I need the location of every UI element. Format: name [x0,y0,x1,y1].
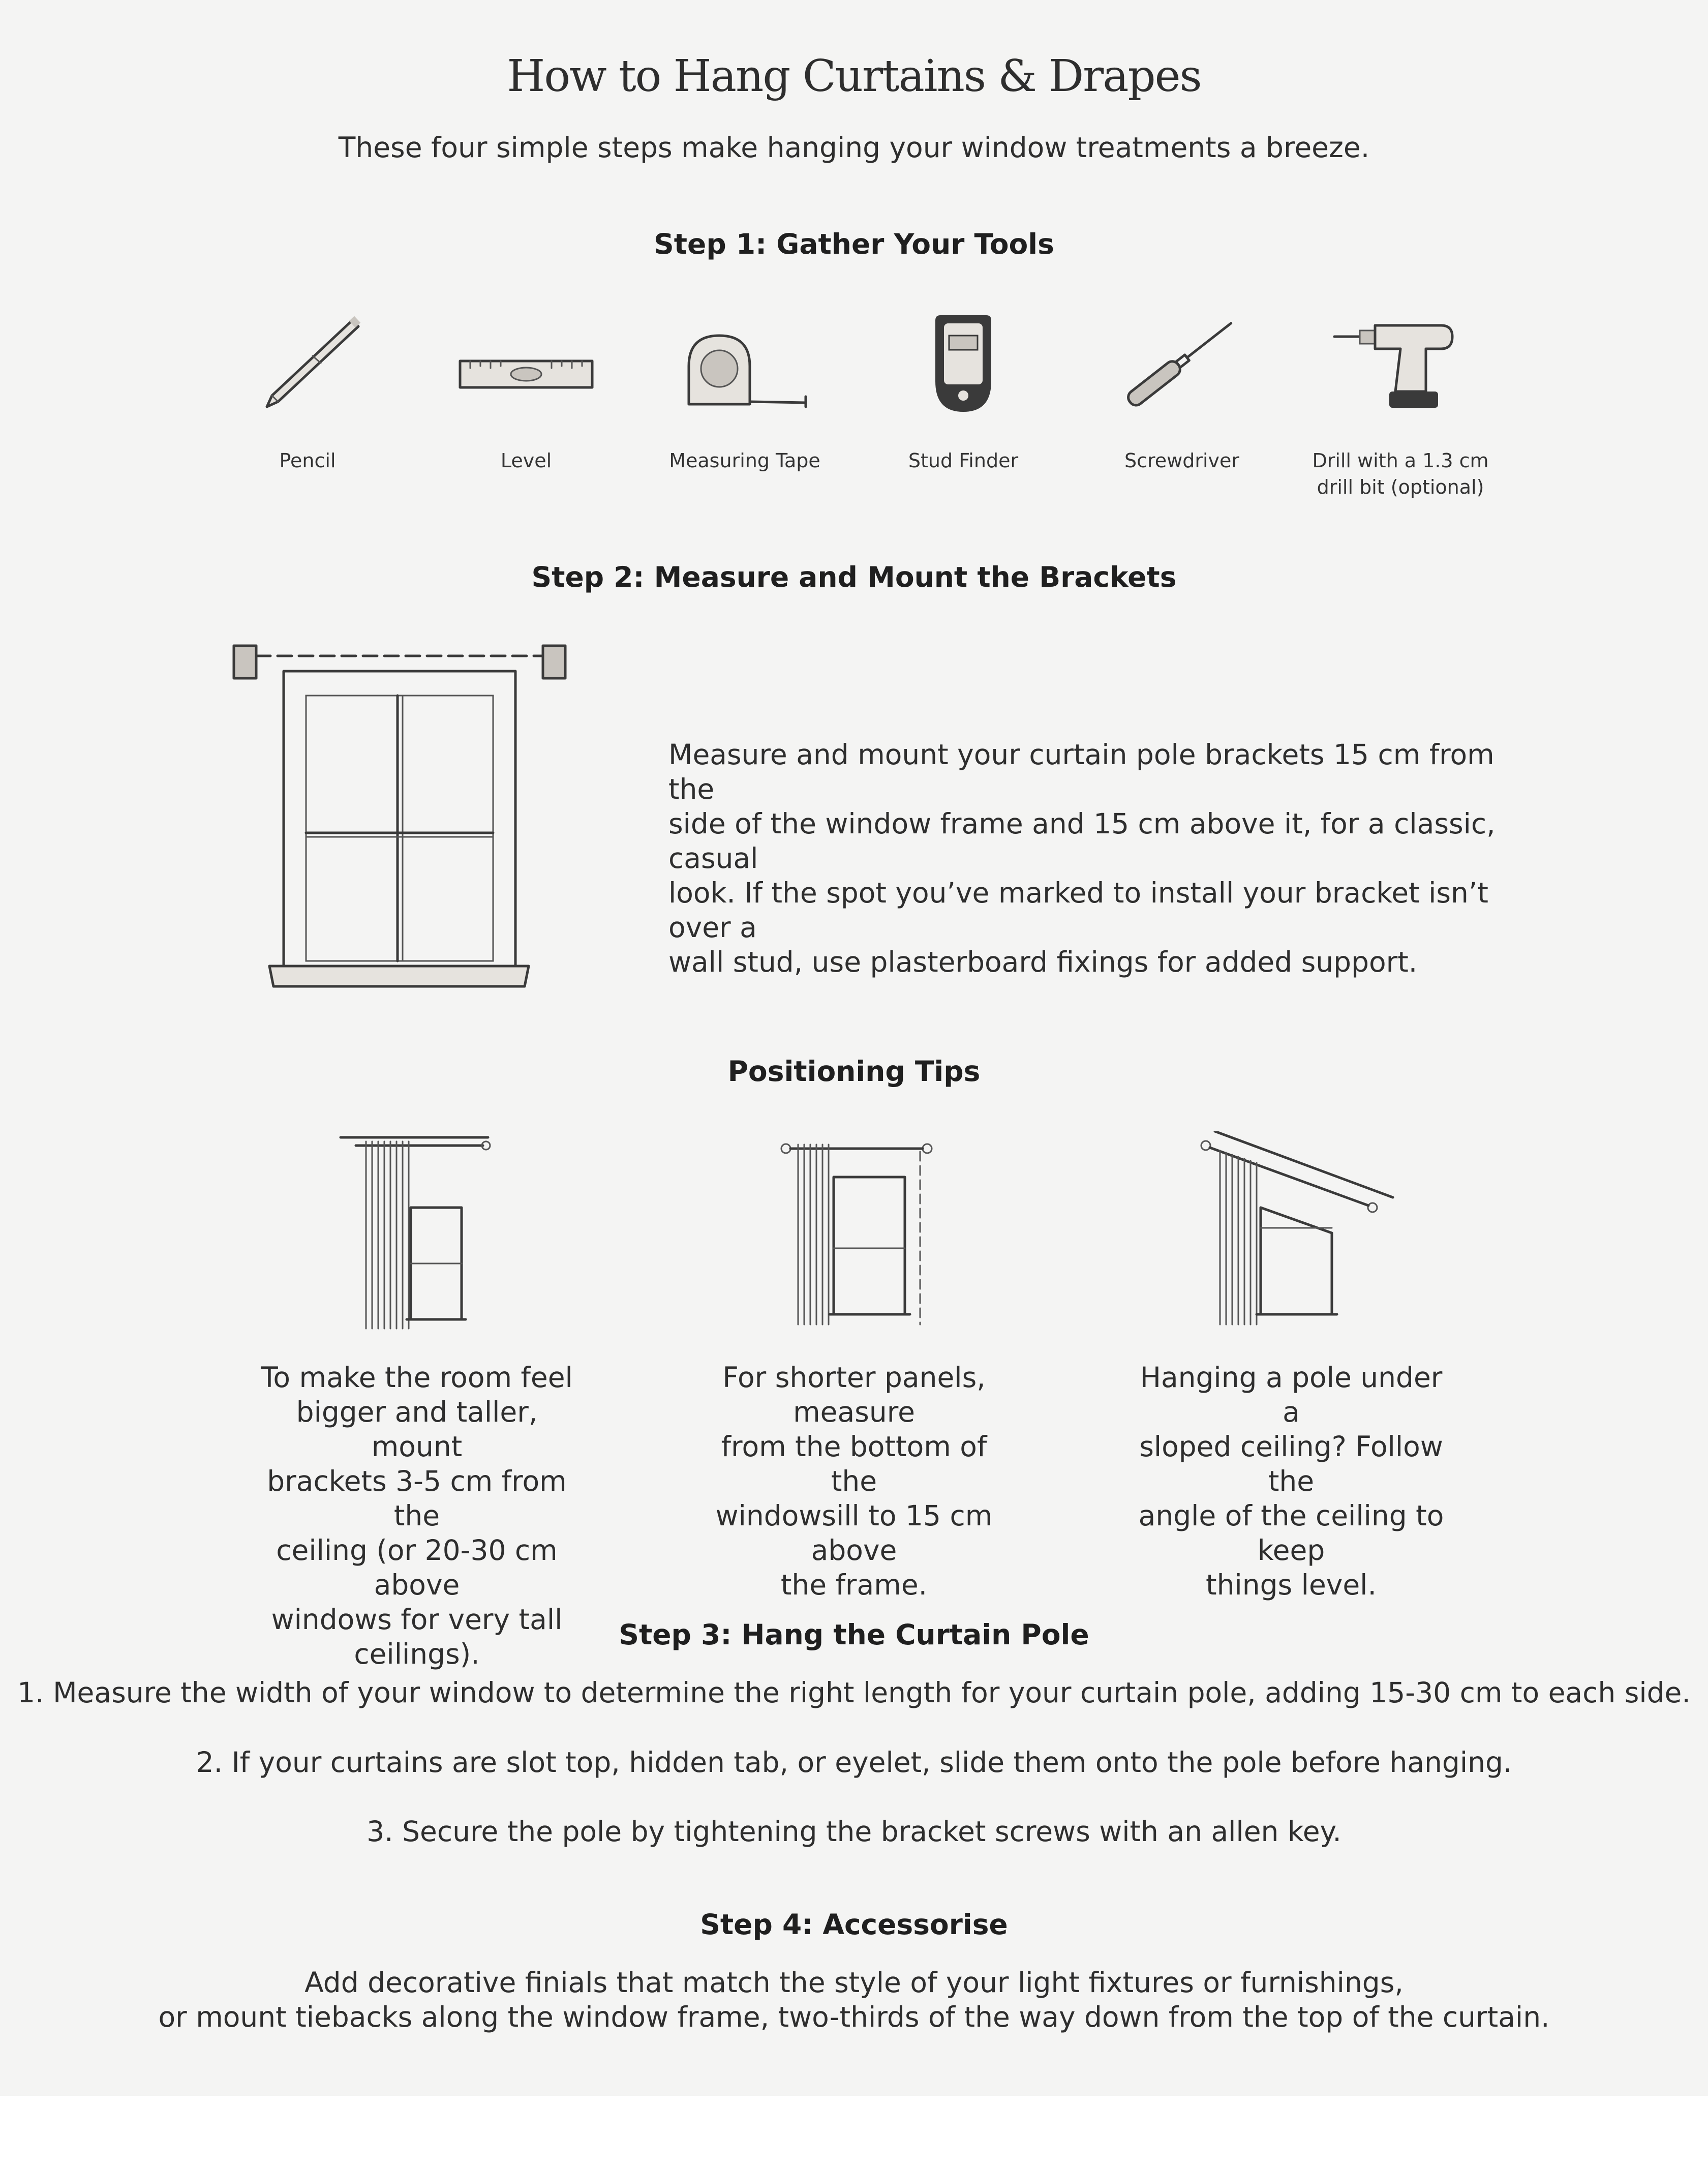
tip-tall-ceiling-illustration [336,1131,498,1335]
tip-shorter-panels-illustration [762,1131,946,1335]
tip-tall-ceiling [259,1131,574,1671]
tool-drill [1294,305,1507,500]
screwdriver-icon [1106,305,1258,417]
positioning-heading: Positioning Tips [727,1055,981,1088]
tool-stud-finder [857,305,1070,474]
step3-item: 2. If your curtains are slot top, hidden tab, or eyelet, slide them onto the pole before hanging. [196,1746,1512,1779]
level-icon [450,305,602,417]
step4-line: Add decorative finials that match the style of your light fixtures or furnishings, [304,1966,1404,1999]
tool-measuring-tape [638,305,851,474]
step4-line: or mount tiebacks along the window frame, two-thirds of the way down from the top of the curtain. [158,2001,1550,2033]
step3-heading: Step 3: Hang the Curtain Pole [619,1618,1089,1651]
step3-item: 1. Measure the width of your window to determine the right length for your curtain pole, adding 15-30 cm to each side. [17,1676,1691,1709]
page-subtitle: These four simple steps make hanging your window treatments a breeze. [338,131,1370,164]
tool-label: Measuring Tape [669,449,820,472]
tip-text: Hanging a pole under a sloped ceiling? Follow the angle of the ceiling to keep things level. [1138,1361,1444,1601]
stud-finder-icon [887,305,1040,417]
measuring-tape-icon [668,305,821,417]
tool-label: Screwdriver [1124,449,1240,472]
tool-label: Stud Finder [908,449,1019,472]
tip-text: To make the room feel bigger and taller, mount brackets 3-5 cm from the ceiling (or 20-30 cm above windows for very tall ceilings). [261,1361,573,1670]
page-title: How to Hang Curtains & Drapes [507,51,1201,102]
tool-screwdriver [1075,305,1289,474]
step2-paragraph: Measure and mount your curtain pole brackets 15 cm from the side of the window frame and 15 cm above it, for a classic, casual look. If the spot you’ve marked to install your bracket isn’t over a wall stud, use plasterboard fixings for added support. [668,738,1496,978]
pencil-icon [231,305,384,417]
drill-icon [1324,305,1477,417]
tool-label: Drill with a 1.3 cm drill bit (optional) [1312,449,1489,498]
tip-text: For shorter panels, measure from the bottom of the windowsill to 15 cm above the frame. [715,1361,993,1601]
tool-label: Pencil [279,449,336,472]
step1-heading: Step 1: Gather Your Tools [654,228,1054,260]
window-bracket-diagram [224,636,580,1002]
tip-sloped-ceiling-illustration [1184,1131,1398,1335]
tool-pencil [201,305,414,474]
step4-heading: Step 4: Accessorise [700,1908,1008,1941]
step3-item: 3. Secure the pole by tightening the bracket screws with an allen key. [367,1815,1341,1848]
tip-shorter-panels [696,1131,1012,1602]
step2-heading: Step 2: Measure and Mount the Brackets [531,561,1177,593]
tool-level [419,305,633,474]
tip-sloped-ceiling [1134,1131,1449,1602]
tool-label: Level [500,449,552,472]
